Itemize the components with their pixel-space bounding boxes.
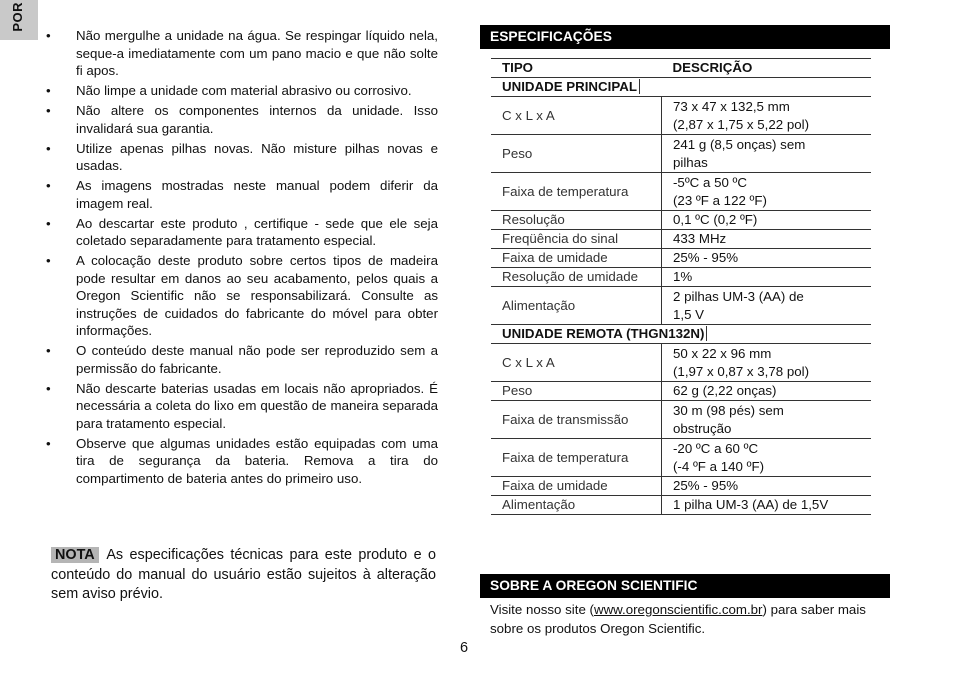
spec-description-cell xyxy=(662,344,872,382)
spec-description-cell xyxy=(662,477,872,496)
table-group-row xyxy=(491,78,871,97)
spec-description-line: 73 x 47 x 132,5 mm xyxy=(673,98,790,114)
spec-description-line: 25% - 95% xyxy=(673,478,739,493)
spec-description-line: 62 g (2,22 onças) xyxy=(673,383,777,398)
spec-type-cell: C x L x A xyxy=(491,344,662,382)
list-item: • Não altere os componentes internos da unidade. Isso invalidará sua garantia. xyxy=(46,102,438,137)
column-header-description: DESCRIÇÃO xyxy=(662,59,872,78)
spec-type-cell: Peso xyxy=(491,382,662,401)
spec-description-line: 1 pilha UM-3 (AA) de 1,5V xyxy=(673,497,829,512)
spec-description-line: 50 x 22 x 96 mm xyxy=(673,345,772,361)
spec-description-line: 1% xyxy=(673,269,693,284)
table-row xyxy=(491,249,871,268)
specifications-table-body xyxy=(491,78,871,515)
about-text-before: Visite nosso site ( xyxy=(490,602,594,617)
spec-description-line: 433 MHz xyxy=(673,231,727,246)
about-heading: SOBRE A OREGON SCIENTIFIC xyxy=(480,574,890,598)
specifications-table xyxy=(491,58,871,515)
spec-type-cell: Peso xyxy=(491,135,662,173)
spec-description-line: 25% - 95% xyxy=(673,250,739,265)
table-header-row xyxy=(491,59,871,78)
list-item: • As imagens mostradas neste manual podem diferir da imagem real. xyxy=(46,177,438,212)
language-tab xyxy=(0,0,38,40)
column-header-type: TIPO xyxy=(491,59,662,78)
spec-type-cell: Faixa de temperatura xyxy=(491,173,662,211)
list-item: • Não descarte baterias usadas em locais não apropriados. É necessária a coleta do lixo em questão de maneira separada para tratamento especial. xyxy=(46,380,438,433)
spec-type-cell: Resolução xyxy=(491,211,662,230)
table-row xyxy=(491,382,871,401)
spec-description-cell xyxy=(662,496,872,515)
table-row xyxy=(491,268,871,287)
spec-type-cell: Alimentação xyxy=(491,496,662,515)
about-text-after: ) para saber mais sobre os produtos Oregon Scientific. xyxy=(490,602,866,636)
list-item: • O conteúdo deste manual não pode ser reproduzido sem a permissão do fabricante. xyxy=(46,342,438,377)
list-item: • Não limpe a unidade com material abrasivo ou corrosivo. xyxy=(46,82,438,100)
specifications-heading: ESPECIFICAÇÕES xyxy=(480,25,890,49)
list-item: • Observe que algumas unidades estão equipadas com uma tira de segurança da bateria. Remova a tira do compartimento de bateria antes do primeiro uso. xyxy=(46,435,438,488)
spec-description-line: (-4 ºF a 140 ºF) xyxy=(673,458,764,474)
spec-description-line: (2,87 x 1,75 x 5,22 pol) xyxy=(673,116,810,132)
page-number: 6 xyxy=(459,640,469,656)
spec-description-cell xyxy=(662,173,872,211)
spec-description-line: 241 g (8,5 onças) sem xyxy=(673,136,806,152)
table-row xyxy=(491,439,871,477)
table-row xyxy=(491,401,871,439)
precautions-list xyxy=(46,27,438,490)
table-row xyxy=(491,173,871,211)
table-row xyxy=(491,135,871,173)
table-group-row xyxy=(491,325,871,344)
table-row xyxy=(491,97,871,135)
spec-description-cell xyxy=(662,268,872,287)
spec-description-line: (1,97 x 0,87 x 3,78 pol) xyxy=(673,363,810,379)
website-link[interactable]: www.oregonscientific.com.br xyxy=(593,602,763,617)
spec-description-line: (23 ºF a 122 ºF) xyxy=(673,192,767,208)
spec-type-cell: Faixa de transmissão xyxy=(491,401,662,439)
spec-description-cell xyxy=(662,135,872,173)
table-row xyxy=(491,344,871,382)
group-label: UNIDADE REMOTA (THGN132N) xyxy=(502,326,707,341)
table-row xyxy=(491,496,871,515)
spec-description-cell xyxy=(662,439,872,477)
spec-description-line: -20 ºC a 60 ºC xyxy=(673,440,759,456)
note-text: As especificações técnicas para este produto e o conteúdo do manual do usuário estão sujeitos à alteração sem aviso prévio. xyxy=(51,547,436,602)
note-paragraph xyxy=(51,546,436,605)
table-row xyxy=(491,287,871,325)
spec-description-cell xyxy=(662,230,872,249)
spec-description-line: 30 m (98 pés) sem xyxy=(673,402,784,418)
spec-description-line: 2 pilhas UM-3 (AA) de xyxy=(673,288,804,304)
spec-description-cell xyxy=(662,249,872,268)
list-item: • Não mergulhe a unidade na água. Se respingar líquido nela, seque-a imediatamente com um pano macio e que não solte fi apos. xyxy=(46,27,438,80)
spec-description-line: -5ºC a 50 ºC xyxy=(673,174,748,190)
list-item: • A colocação deste produto sobre certos tipos de madeira pode resultar em danos ao seu acabamento, pelos quais a Oregon Scientific não se responsabilizará. Consulte as instruções de cuidados do fabricante do móvel para obter informações. xyxy=(46,252,438,340)
spec-description-cell xyxy=(662,97,872,135)
table-row xyxy=(491,230,871,249)
about-paragraph xyxy=(490,600,890,638)
spec-type-cell: C x L x A xyxy=(491,97,662,135)
spec-type-cell: Faixa de umidade xyxy=(491,477,662,496)
note-tag: NOTA xyxy=(51,547,99,563)
spec-description-cell xyxy=(662,211,872,230)
spec-type-cell: Resolução de umidade xyxy=(491,268,662,287)
spec-type-cell: Alimentação xyxy=(491,287,662,325)
spec-type-cell: Freqüência do sinal xyxy=(491,230,662,249)
list-item: • Utilize apenas pilhas novas. Não misture pilhas novas e usadas. xyxy=(46,140,438,175)
language-tab-label: POR xyxy=(10,2,25,32)
spec-type-cell: Faixa de umidade xyxy=(491,249,662,268)
spec-description-cell xyxy=(662,401,872,439)
spec-description-line: 1,5 V xyxy=(673,306,705,322)
spec-description-line: pilhas xyxy=(673,154,708,170)
spec-description-cell xyxy=(662,382,872,401)
list-item: • Ao descartar este produto , certifique - sede que ele seja coletado separadamente para tratamento especial. xyxy=(46,215,438,250)
spec-description-line: 0,1 ºC (0,2 ºF) xyxy=(673,212,758,227)
spec-description-line: obstrução xyxy=(673,420,732,436)
spec-description-cell xyxy=(662,287,872,325)
spec-type-cell: Faixa de temperatura xyxy=(491,439,662,477)
group-label: UNIDADE PRINCIPAL xyxy=(502,79,640,94)
table-row xyxy=(491,477,871,496)
table-row xyxy=(491,211,871,230)
